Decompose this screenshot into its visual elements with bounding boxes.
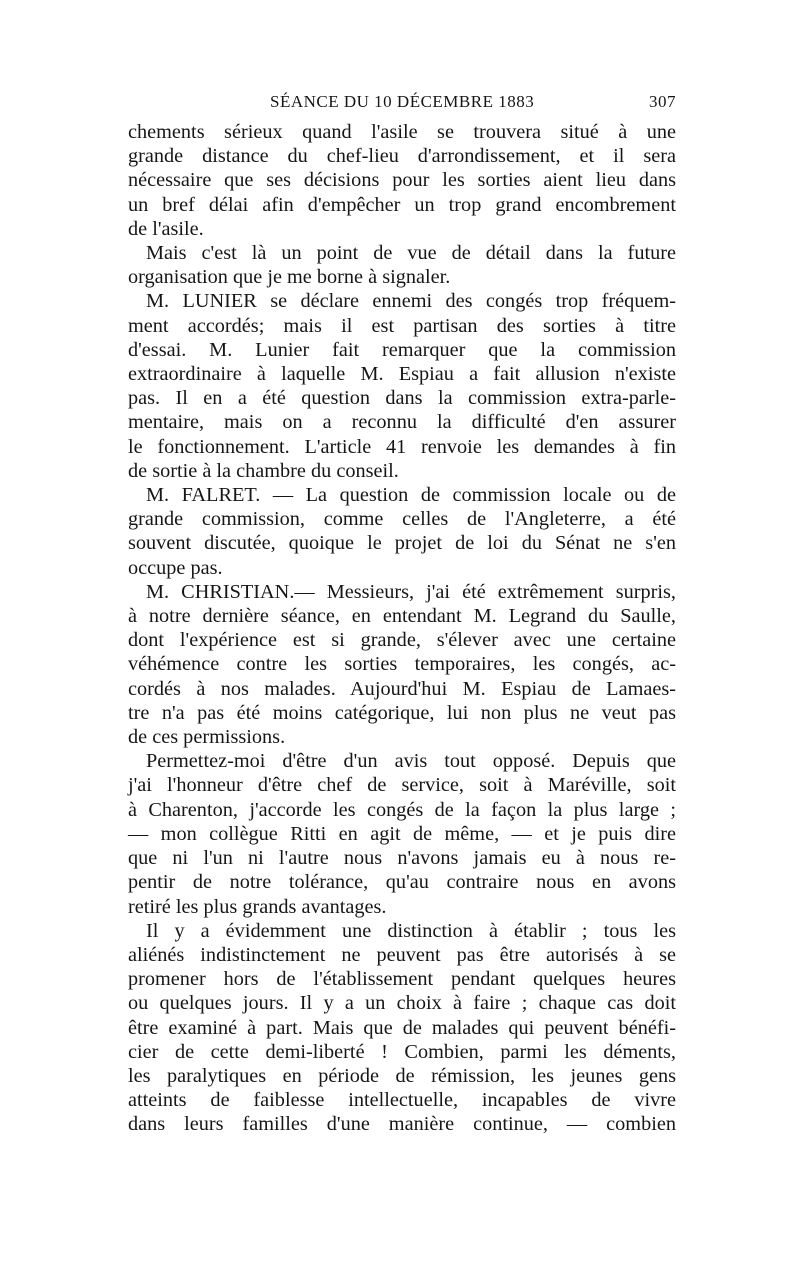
document-page bbox=[128, 92, 676, 1137]
text-line: dans leurs familles d'une manière continue, — combien bbox=[128, 1113, 676, 1136]
paragraph bbox=[128, 289, 676, 483]
text-line: d'essai. M. Lunier fait remarquer que la commission bbox=[128, 338, 676, 361]
text-line: organisation que je me borne à signaler. bbox=[128, 266, 451, 289]
running-title: SÉANCE DU 10 DÉCEMBRE 1883 bbox=[270, 92, 535, 111]
paragraph bbox=[128, 580, 676, 749]
paragraph bbox=[128, 919, 676, 1137]
text-line: cier de cette demi-liberté ! Combien, parmi les déments, bbox=[128, 1040, 676, 1063]
text-line: pentir de notre tolérance, qu'au contraire nous en avons bbox=[128, 871, 676, 894]
text-line: que ni l'un ni l'autre nous n'avons jamais eu à nous re- bbox=[128, 847, 676, 870]
text-line: extraordinaire à laquelle M. Espiau a fait allusion n'existe bbox=[128, 363, 676, 386]
text-line: le fonctionnement. L'article 41 renvoie les demandes à fin bbox=[128, 435, 676, 458]
text-line: les paralytiques en période de rémission, les jeunes gens bbox=[128, 1064, 676, 1087]
text-line: j'ai l'honneur d'être chef de service, soit à Maréville, soit bbox=[128, 774, 676, 797]
text-line: un bref délai afin d'empêcher un trop grand encombrement bbox=[128, 193, 676, 216]
text-line: cordés à nos malades. Aujourd'hui M. Espiau de Lamaes- bbox=[128, 677, 676, 700]
text-line: chements sérieux quand l'asile se trouvera situé à une bbox=[128, 121, 676, 143]
text-line: M. CHRISTIAN.— Messieurs, j'ai été extrêmement surpris, bbox=[146, 580, 676, 603]
body-text bbox=[128, 120, 676, 1137]
text-line: Mais c'est là un point de vue de détail dans la future bbox=[146, 242, 676, 265]
paragraph bbox=[128, 483, 676, 580]
paragraph bbox=[128, 749, 676, 918]
text-line: à Charenton, j'accorde les congés de la façon la plus large ; bbox=[128, 798, 676, 821]
paragraph bbox=[128, 241, 676, 289]
page-header bbox=[128, 92, 676, 120]
paragraph bbox=[128, 120, 676, 241]
text-line: aliénés indistinctement ne peuvent pas être autorisés à se bbox=[128, 943, 676, 966]
text-line: de sortie à la chambre du conseil. bbox=[128, 459, 399, 482]
text-line: souvent discutée, quoique le projet de loi du Sénat ne s'en bbox=[128, 532, 676, 555]
text-line: à notre dernière séance, en entendant M. Legrand du Saulle, bbox=[128, 605, 676, 628]
text-line: tre n'a pas été moins catégorique, lui non plus ne veut pas bbox=[128, 701, 676, 724]
text-line: Permettez-moi d'être d'un avis tout opposé. Depuis que bbox=[146, 750, 676, 773]
text-line: nécessaire que ses décisions pour les sorties aient lieu dans bbox=[128, 169, 676, 192]
text-line: Il y a évidemment une distinction à établir ; tous les bbox=[146, 919, 676, 942]
text-line: ment accordés; mais il est partisan des sorties à titre bbox=[128, 314, 676, 337]
text-line: M. LUNIER se déclare ennemi des congés trop fréquem- bbox=[146, 290, 676, 313]
text-line: mentaire, mais on a reconnu la difficulté d'en assurer bbox=[128, 411, 676, 434]
text-line: retiré les plus grands avantages. bbox=[128, 895, 387, 918]
text-line: ou quelques jours. Il y a un choix à faire ; chaque cas doit bbox=[128, 992, 676, 1015]
text-line: de l'asile. bbox=[128, 217, 204, 240]
text-line: de ces permissions. bbox=[128, 726, 286, 749]
text-line: — mon collègue Ritti en agit de même, — et je puis dire bbox=[128, 822, 676, 845]
text-line: M. FALRET. — La question de commission locale ou de bbox=[146, 484, 676, 507]
text-line: dont l'expérience est si grande, s'élever avec une certaine bbox=[128, 629, 676, 652]
text-line: grande commission, comme celles de l'Angleterre, a été bbox=[128, 508, 676, 531]
text-line: atteints de faiblesse intellectuelle, incapables de vivre bbox=[128, 1089, 676, 1112]
text-line: promener hors de l'établissement pendant quelques heures bbox=[128, 968, 676, 991]
text-line: véhémence contre les sorties temporaires, les congés, ac- bbox=[128, 653, 676, 676]
text-line: être examiné à part. Mais que de malades qui peuvent bénéfi- bbox=[128, 1016, 676, 1039]
text-line: occupe pas. bbox=[128, 556, 223, 579]
text-line: grande distance du chef-lieu d'arrondissement, et il sera bbox=[128, 145, 676, 168]
page-number: 307 bbox=[649, 92, 676, 111]
text-line: pas. Il en a été question dans la commission extra-parle- bbox=[128, 387, 676, 410]
